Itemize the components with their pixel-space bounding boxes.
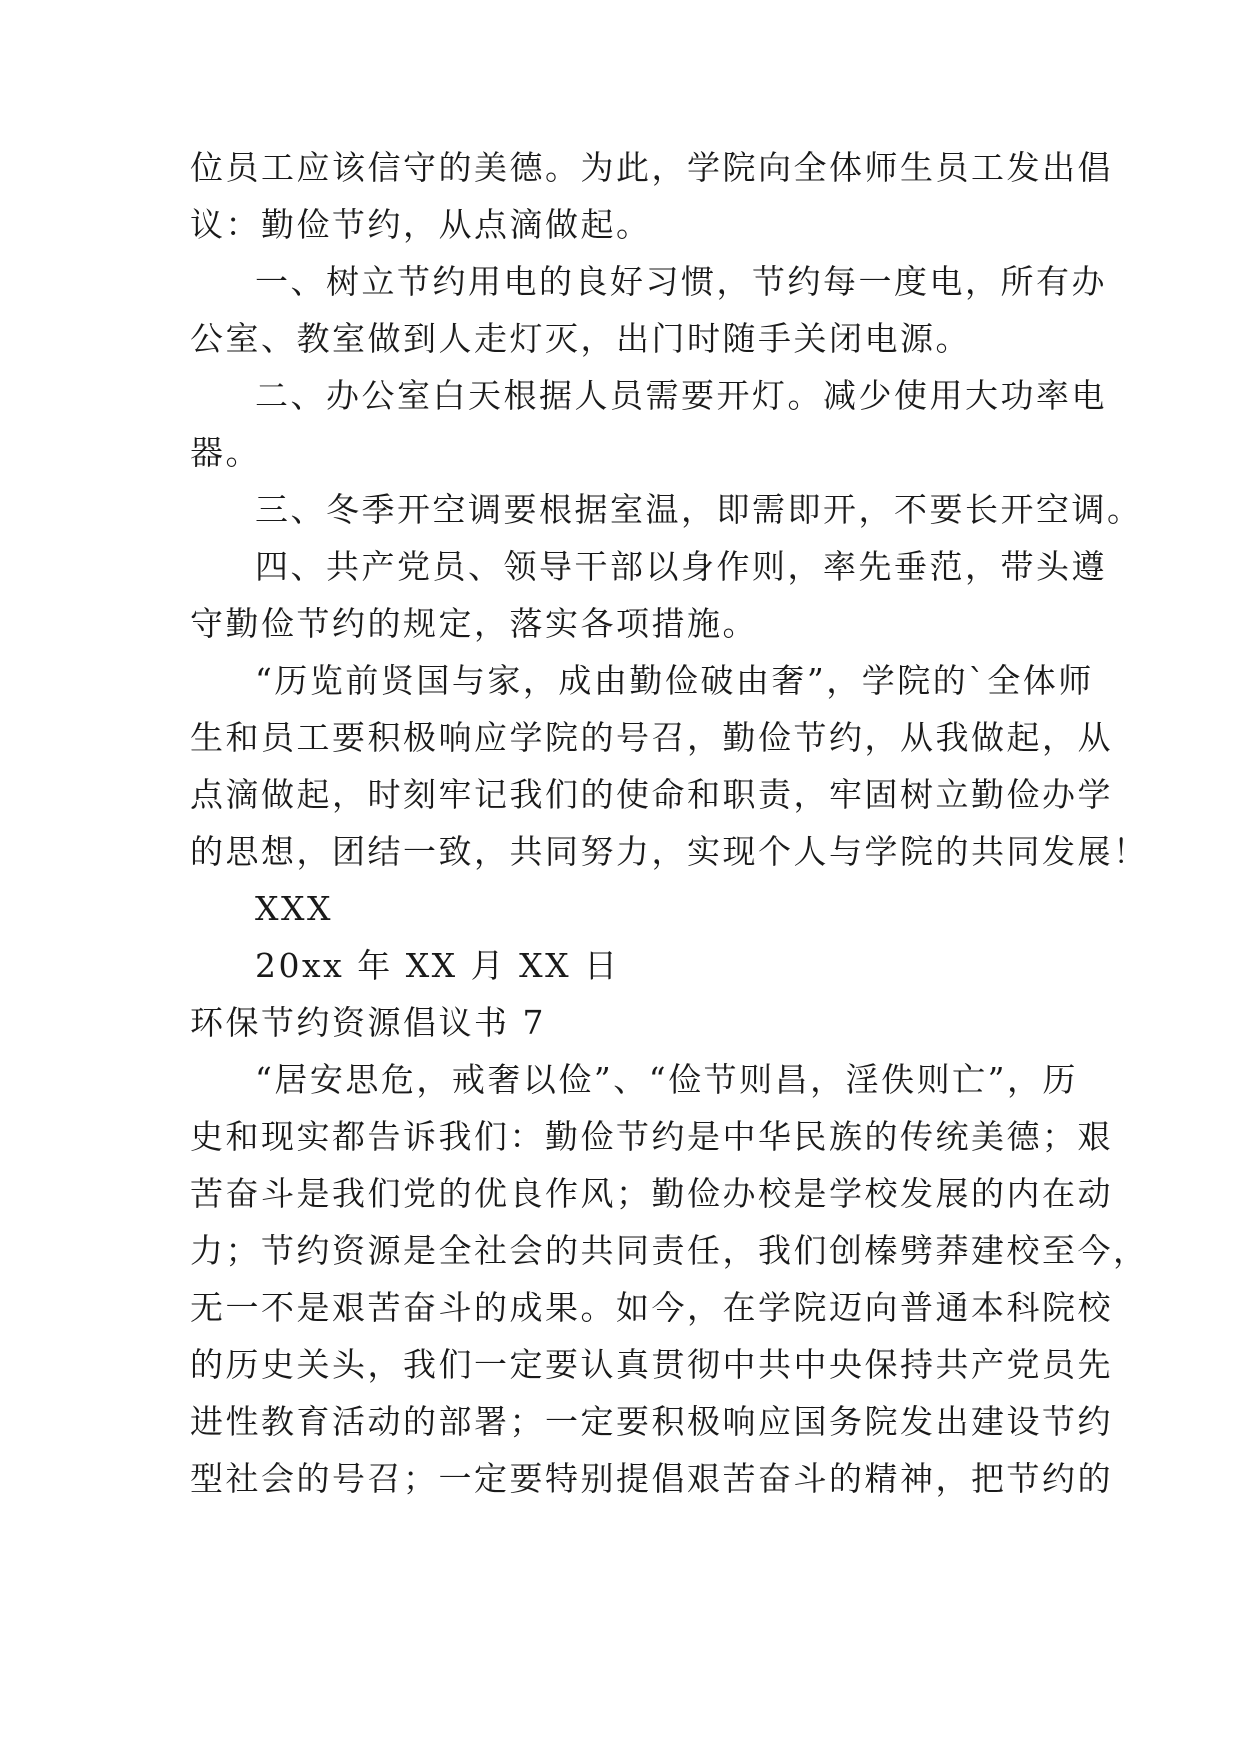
text-line: 公室、教室做到人走灯灭，出门时随手关闭电源。	[190, 319, 971, 358]
text-line: 三、冬季开空调要根据室温，即需即开，不要长开空调。	[255, 490, 1143, 529]
text-line: 生和员工要积极响应学院的号召，勤俭节约，从我做起，从	[190, 718, 1113, 757]
text-line: “历览前贤国与家，成由勤俭破由奢”，学院的`全体师	[255, 661, 1094, 700]
date-line: 20xx 年 XX 月 XX 日	[255, 946, 620, 985]
text-line: 一、树立节约用电的良好习惯，节约每一度电，所有办	[255, 262, 1107, 301]
section-heading: 环保节约资源倡议书 7	[190, 1003, 546, 1042]
text-line: 无一不是艰苦奋斗的成果。如今，在学院迈向普通本科院校	[190, 1288, 1113, 1327]
text-line: 史和现实都告诉我们：勤俭节约是中华民族的传统美德；艰	[190, 1117, 1113, 1156]
text-line: 型社会的号召；一定要特别提倡艰苦奋斗的精神，把节约的	[190, 1459, 1113, 1498]
text-line: “居安思危，戒奢以俭”、“俭节则昌，淫佚则亡”，历	[255, 1060, 1078, 1099]
text-line: 二、办公室白天根据人员需要开灯。减少使用大功率电	[255, 376, 1107, 415]
text-line: 苦奋斗是我们党的优良作风；勤俭办校是学校发展的内在动	[190, 1174, 1113, 1213]
text-line: 守勤俭节约的规定，落实各项措施。	[190, 604, 758, 643]
signature-line: XXX	[255, 889, 333, 928]
text-line: 力；节约资源是全社会的共同责任，我们创榛劈莽建校至今，	[190, 1231, 1149, 1270]
text-line: 的历史关头，我们一定要认真贯彻中共中央保持共产党员先	[190, 1345, 1113, 1384]
text-line: 器。	[190, 433, 261, 472]
text-line: 位员工应该信守的美德。为此，学院向全体师生员工发出倡	[190, 148, 1113, 187]
text-line: 点滴做起，时刻牢记我们的使命和职责，牢固树立勤俭办学	[190, 775, 1113, 814]
text-line: 进性教育活动的部署；一定要积极响应国务院发出建设节约	[190, 1402, 1113, 1441]
text-line: 的思想，团结一致，共同努力，实现个人与学院的共同发展！	[190, 832, 1149, 871]
text-line: 四、共产党员、领导干部以身作则，率先垂范，带头遵	[255, 547, 1107, 586]
text-line: 议：勤俭节约，从点滴做起。	[190, 205, 652, 244]
